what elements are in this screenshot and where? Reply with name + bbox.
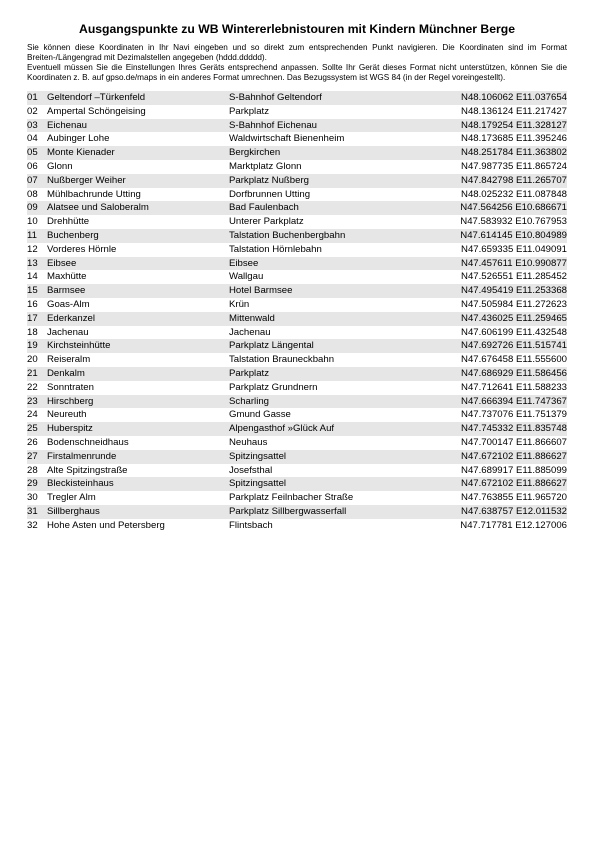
coordinates: N47.666394 E11.747367	[437, 395, 567, 409]
coordinates-table	[27, 91, 567, 533]
table-row	[27, 132, 567, 146]
tour-name: Glonn	[47, 160, 229, 174]
intro-paragraph: Eventuell müssen Sie die Einstellungen Ihres Geräts entsprechend anpassen. Sollte Ihr Gerät dieses Format nicht unterstützen, können Sie die Koordinaten z. B. auf gpso.de/maps in ein anderes Format umrechnen. Das Bezugssystem ist WGS 84 (in der Regel voreingestellt).	[27, 63, 567, 82]
tour-name: Reiseralm	[47, 353, 229, 367]
tour-name: Nußberger Weiher	[47, 174, 229, 188]
tour-number: 32	[27, 519, 47, 533]
start-point: S-Bahnhof Geltendorf	[229, 91, 437, 105]
coordinates: N47.672102 E11.886627	[437, 450, 567, 464]
coordinates: N47.686929 E11.586456	[437, 367, 567, 381]
coordinates: N47.495419 E11.253368	[437, 284, 567, 298]
tour-number: 10	[27, 215, 47, 229]
tour-number: 18	[27, 326, 47, 340]
tour-number: 17	[27, 312, 47, 326]
tour-name: Vorderes Hörnle	[47, 243, 229, 257]
table-row	[27, 229, 567, 243]
tour-name: Hohe Asten und Petersberg	[47, 519, 229, 533]
coordinates: N47.689917 E11.885099	[437, 464, 567, 478]
start-point: Talstation Hörnlebahn	[229, 243, 437, 257]
tour-name: Drehhütte	[47, 215, 229, 229]
coordinates: N47.737076 E11.751379	[437, 408, 567, 422]
tour-name: Ederkanzel	[47, 312, 229, 326]
coordinates: N48.179254 E11.328127	[437, 119, 567, 133]
start-point: Wallgau	[229, 270, 437, 284]
start-point: Parkplatz Nußberg	[229, 174, 437, 188]
coordinates: N47.526551 E11.285452	[437, 270, 567, 284]
start-point: Mittenwald	[229, 312, 437, 326]
tour-number: 25	[27, 422, 47, 436]
tour-name: Kirchsteinhütte	[47, 339, 229, 353]
coordinates: N47.505984 E11.272623	[437, 298, 567, 312]
intro-paragraph: Sie können diese Koordinaten in Ihr Navi eingeben und so direkt zum entsprechenden Punkt navigieren. Die Koordinaten sind im Format Breiten-/Längengrad mit Dezimalstellen angegeben (hddd.ddddd).	[27, 43, 567, 62]
coordinates: N47.614145 E10.804989	[437, 229, 567, 243]
start-point: Flintsbach	[229, 519, 437, 533]
coordinates: N47.564256 E10.686671	[437, 201, 567, 215]
start-point: Spitzingsattel	[229, 477, 437, 491]
table-row	[27, 519, 567, 533]
start-point: Hotel Barmsee	[229, 284, 437, 298]
document-page	[27, 22, 567, 533]
table-row	[27, 464, 567, 478]
tour-name: Bleckisteinhaus	[47, 477, 229, 491]
tour-number: 30	[27, 491, 47, 505]
start-point: Parkplatz	[229, 367, 437, 381]
table-row	[27, 422, 567, 436]
tour-number: 27	[27, 450, 47, 464]
coordinates: N47.672102 E11.886627	[437, 477, 567, 491]
tour-name: Monte Kienader	[47, 146, 229, 160]
tour-name: Maxhütte	[47, 270, 229, 284]
coordinates: N47.659335 E11.049091	[437, 243, 567, 257]
table-row	[27, 146, 567, 160]
tour-name: Alte Spitzingstraße	[47, 464, 229, 478]
start-point: Bad Faulenbach	[229, 201, 437, 215]
start-point: Parkplatz Längental	[229, 339, 437, 353]
table-row	[27, 257, 567, 271]
tour-name: Buchenberg	[47, 229, 229, 243]
start-point: Parkplatz	[229, 105, 437, 119]
tour-number: 03	[27, 119, 47, 133]
table-row	[27, 270, 567, 284]
coordinates: N48.173685 E11.395246	[437, 132, 567, 146]
tour-name: Alatsee und Saloberalm	[47, 201, 229, 215]
tour-number: 24	[27, 408, 47, 422]
coordinates: N47.457611 E10.990877	[437, 257, 567, 271]
coordinates: N47.717781 E12.127006	[437, 519, 567, 533]
start-point: Parkplatz Feilnbacher Straße	[229, 491, 437, 505]
start-point: Parkplatz Sillbergwasserfall	[229, 505, 437, 519]
table-row	[27, 201, 567, 215]
start-point: Talstation Brauneckbahn	[229, 353, 437, 367]
coordinates: N47.712641 E11.588233	[437, 381, 567, 395]
coordinates: N47.842798 E11.265707	[437, 174, 567, 188]
coordinates: N47.583932 E10.767953	[437, 215, 567, 229]
table-row	[27, 491, 567, 505]
tour-name: Sillberghaus	[47, 505, 229, 519]
start-point: Scharling	[229, 395, 437, 409]
tour-number: 02	[27, 105, 47, 119]
table-row	[27, 119, 567, 133]
tour-number: 29	[27, 477, 47, 491]
tour-number: 12	[27, 243, 47, 257]
tour-name: Mühlbachrunde Utting	[47, 188, 229, 202]
table-row	[27, 312, 567, 326]
start-point: Spitzingsattel	[229, 450, 437, 464]
start-point: S-Bahnhof Eichenau	[229, 119, 437, 133]
table-row	[27, 160, 567, 174]
table-row	[27, 215, 567, 229]
tour-name: Eibsee	[47, 257, 229, 271]
coordinates: N47.676458 E11.555600	[437, 353, 567, 367]
tour-number: 20	[27, 353, 47, 367]
table-row	[27, 105, 567, 119]
start-point: Bergkirchen	[229, 146, 437, 160]
tour-number: 26	[27, 436, 47, 450]
start-point: Josefsthal	[229, 464, 437, 478]
tour-name: Huberspitz	[47, 422, 229, 436]
table-row	[27, 284, 567, 298]
tour-number: 07	[27, 174, 47, 188]
table-row	[27, 243, 567, 257]
table-row	[27, 395, 567, 409]
tour-number: 21	[27, 367, 47, 381]
table-row	[27, 353, 567, 367]
coordinates: N47.745332 E11.835748	[437, 422, 567, 436]
table-row	[27, 367, 567, 381]
coordinates: N47.436025 E11.259465	[437, 312, 567, 326]
coordinates: N48.251784 E11.363802	[437, 146, 567, 160]
start-point: Neuhaus	[229, 436, 437, 450]
table-row	[27, 188, 567, 202]
tour-number: 09	[27, 201, 47, 215]
table-body	[27, 91, 567, 533]
tour-number: 16	[27, 298, 47, 312]
tour-name: Tregler Alm	[47, 491, 229, 505]
tour-name: Geltendorf –Türkenfeld	[47, 91, 229, 105]
coordinates: N47.606199 E11.432548	[437, 326, 567, 340]
tour-number: 04	[27, 132, 47, 146]
start-point: Krün	[229, 298, 437, 312]
table-row	[27, 408, 567, 422]
coordinates: N47.987735 E11.865724	[437, 160, 567, 174]
table-row	[27, 381, 567, 395]
tour-number: 14	[27, 270, 47, 284]
table-row	[27, 505, 567, 519]
tour-name: Denkalm	[47, 367, 229, 381]
start-point: Eibsee	[229, 257, 437, 271]
table-row	[27, 298, 567, 312]
coordinates: N48.025232 E11.087848	[437, 188, 567, 202]
coordinates: N47.692726 E11.515741	[437, 339, 567, 353]
table-row	[27, 339, 567, 353]
tour-number: 05	[27, 146, 47, 160]
table-row	[27, 91, 567, 105]
tour-number: 13	[27, 257, 47, 271]
coordinates: N47.700147 E11.866607	[437, 436, 567, 450]
start-point: Parkplatz Grundnern	[229, 381, 437, 395]
intro-text	[27, 43, 567, 83]
table-row	[27, 326, 567, 340]
tour-number: 23	[27, 395, 47, 409]
start-point: Jachenau	[229, 326, 437, 340]
page-title: Ausgangspunkte zu WB Wintererlebnistouren mit Kindern Münchner Berge	[79, 22, 515, 36]
tour-number: 15	[27, 284, 47, 298]
tour-number: 08	[27, 188, 47, 202]
tour-number: 19	[27, 339, 47, 353]
tour-name: Firstalmenrunde	[47, 450, 229, 464]
tour-name: Hirschberg	[47, 395, 229, 409]
tour-name: Goas-Alm	[47, 298, 229, 312]
tour-name: Aubinger Lohe	[47, 132, 229, 146]
tour-name: Bodenschneidhaus	[47, 436, 229, 450]
tour-number: 11	[27, 229, 47, 243]
tour-name: Neureuth	[47, 408, 229, 422]
table-row	[27, 436, 567, 450]
tour-name: Ampertal Schöngeising	[47, 105, 229, 119]
tour-number: 01	[27, 91, 47, 105]
tour-name: Barmsee	[47, 284, 229, 298]
table-row	[27, 450, 567, 464]
start-point: Dorfbrunnen Utting	[229, 188, 437, 202]
tour-number: 22	[27, 381, 47, 395]
table-row	[27, 174, 567, 188]
tour-name: Jachenau	[47, 326, 229, 340]
coordinates: N47.638757 E12.011532	[437, 505, 567, 519]
tour-name: Sonntraten	[47, 381, 229, 395]
tour-number: 31	[27, 505, 47, 519]
start-point: Gmund Gasse	[229, 408, 437, 422]
start-point: Alpengasthof »Glück Auf	[229, 422, 437, 436]
coordinates: N48.106062 E11.037654	[437, 91, 567, 105]
start-point: Waldwirtschaft Bienenheim	[229, 132, 437, 146]
coordinates: N48.136124 E11.217427	[437, 105, 567, 119]
tour-number: 28	[27, 464, 47, 478]
start-point: Talstation Buchenbergbahn	[229, 229, 437, 243]
coordinates: N47.763855 E11.965720	[437, 491, 567, 505]
start-point: Unterer Parkplatz	[229, 215, 437, 229]
tour-number: 06	[27, 160, 47, 174]
start-point: Marktplatz Glonn	[229, 160, 437, 174]
table-row	[27, 477, 567, 491]
tour-name: Eichenau	[47, 119, 229, 133]
